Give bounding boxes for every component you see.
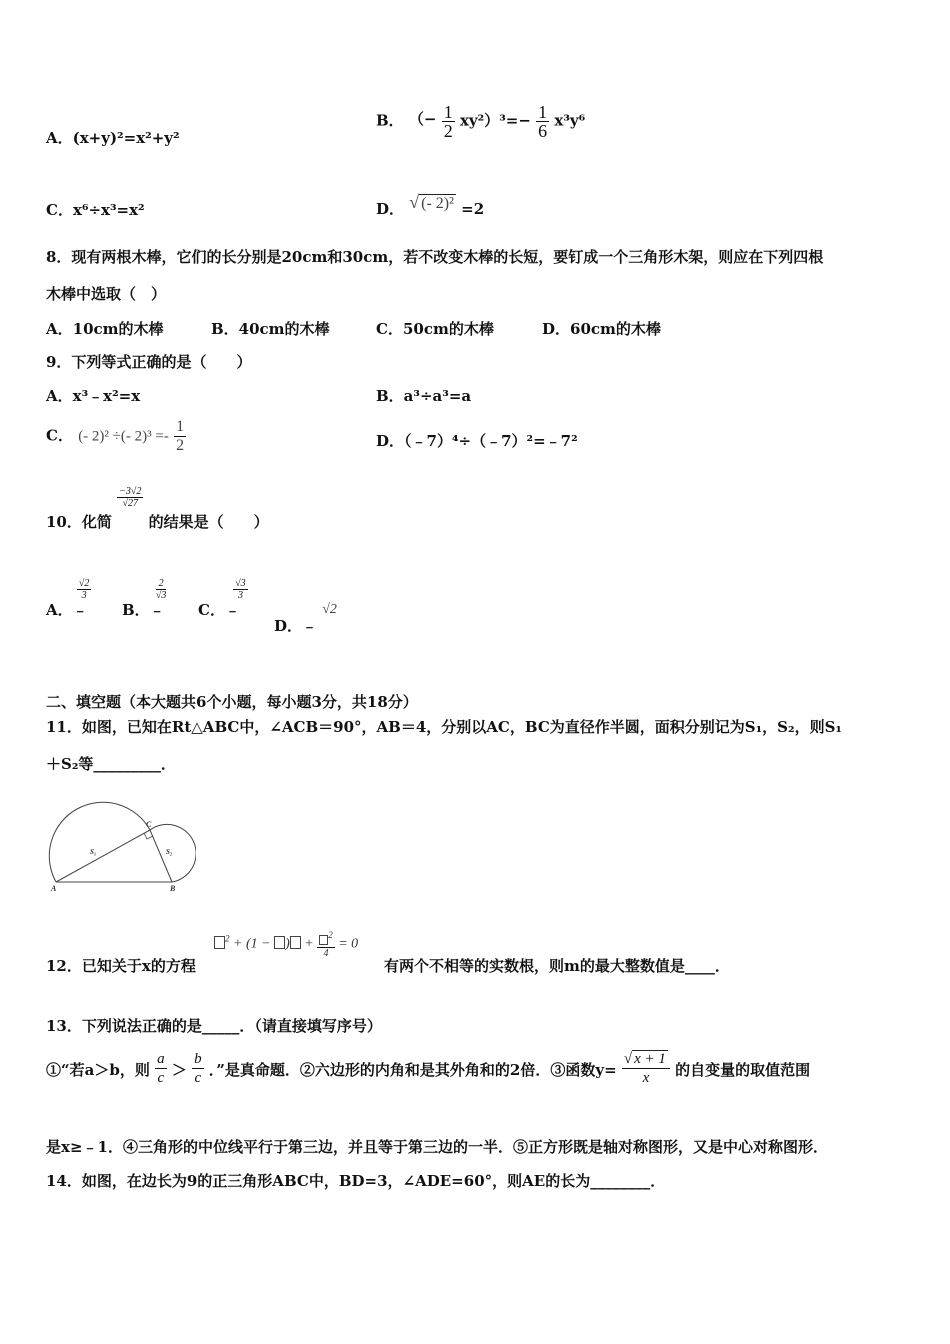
- q10-option-c: C．﹣ $\frac{√3}{3}$: [198, 577, 246, 619]
- q9-option-c-label: C．: [46, 426, 73, 445]
- q13-frac-a-over-c: $\frac{a}{c}$: [157, 1051, 165, 1086]
- q13-function-fraction: $\frac{√ x + 1}{x}$: [622, 1050, 670, 1087]
- q9-c-fraction: $\frac{1}{2}$: [176, 418, 185, 454]
- q7-b-end: x³y⁶: [554, 111, 586, 130]
- q7-option-d: D． √ (- 2)² =2: [376, 192, 485, 218]
- q11-label-s2: S₂: [166, 848, 173, 856]
- q7-option-a: A．(x+y)²=x²+y²: [46, 129, 180, 147]
- q7-option-c: C．x⁶÷x³=x²: [46, 201, 145, 219]
- q11-label-b: B: [170, 884, 176, 893]
- q12-placeholder-box: [214, 936, 225, 949]
- q10-option-d: D．﹣ √2: [274, 602, 337, 635]
- q10-option-a: A．﹣ $\frac{√2}{3}$: [46, 577, 90, 619]
- q11-side-bc: [150, 830, 172, 882]
- q10-prefix: 10．化简: [46, 513, 112, 531]
- q11-stem-line1: 11．如图，已知在Rt△ABC中，∠ACB＝90°，AB＝4，分别以AC，BC为直径作半圆，面积分别记为S₁，S₂，则S₁: [46, 718, 842, 736]
- q12-prefix: 12．已知关于x的方程: [46, 957, 196, 975]
- q10-c-fraction: $\frac{√3}{3}$: [235, 577, 246, 601]
- q11-label-s1: S₁: [90, 848, 97, 856]
- q8-option-a: A．10cm的木棒: [46, 320, 164, 338]
- q8-stem-line1: 8．现有两根木棒，它们的长分别是20cm和30cm，若不改变木棒的长短，要钉成一个三角形木架，则应在下列四根: [46, 248, 824, 266]
- q13-statements-line2: 是x≥﹣1．④三角形的中位线平行于第三边，并且等于第三边的一半．⑤正方形既是轴对称图形，又是中心对称图形．: [46, 1138, 828, 1156]
- q7-b-half-fraction: $\frac{1}{2}$: [443, 102, 453, 141]
- q11-stem-line2: ＋S₂等_________．: [46, 755, 176, 773]
- q14-stem: 14．如图，在边长为9的正三角形ABC中，BD=3，∠ADE=60°，则AE的长为________．: [46, 1172, 666, 1190]
- q9-option-c: [46, 418, 186, 455]
- q10-fraction: $\frac{-3√2}{√27}$: [119, 485, 142, 509]
- q11-label-a: A: [51, 884, 57, 893]
- q8-stem-line2: 木棒中选取（ ）: [46, 285, 167, 303]
- q12-suffix: 有两个不相等的实数根，则m的最大整数值是____．: [384, 957, 730, 975]
- q8-option-b: B．40cm的木棒: [211, 320, 330, 338]
- q7-option-d-label: D．: [376, 200, 405, 218]
- q9-option-a: A．x³﹣x²=x: [46, 387, 141, 405]
- q10-a-fraction: $\frac{√2}{3}$: [78, 577, 90, 601]
- q12-equation: $^2$ + (1 − ) + $\frac{2}{4}$ = 0: [214, 930, 358, 959]
- q13-frac-b-over-c: $\frac{b}{c}$: [194, 1051, 202, 1086]
- q7-option-b: B． （− $\frac{1}{2}$ xy²）³=− $\frac{1}{6}$ x³y⁶: [376, 102, 586, 141]
- q11-figure: [46, 800, 196, 895]
- q11-label-c: C: [146, 820, 152, 829]
- q13-stem: 13．下列说法正确的是_____．（请直接填写序号）: [46, 1017, 382, 1035]
- q7-b-middle: xy²）³=−: [459, 111, 531, 130]
- q12-placeholder-box: [290, 936, 301, 949]
- q10-option-b: B．﹣ $\frac{2}{√3}$: [122, 577, 167, 619]
- q7-option-b-label: B．: [376, 111, 404, 130]
- q10-d-value: √2: [322, 602, 337, 617]
- q8-option-d: D．60cm的木棒: [542, 320, 661, 338]
- q9-option-b: B．a³÷a³=a: [376, 387, 472, 405]
- q10-suffix: 的结果是（ ）: [148, 513, 269, 531]
- q12-placeholder-box: [274, 936, 285, 949]
- q11-side-ac: [56, 830, 150, 882]
- q9-c-expression: (- 2)² ÷(- 2)³ =-: [78, 428, 169, 445]
- q12-m-squared-fraction: $\frac{2}{4}$: [317, 930, 335, 959]
- q13-statements-line1: ①“若a＞b，则 $\frac{a}{c}$ ＞ $\frac{b}{c}$ ．”是真命题．②六边形的内角和是其外角和的2倍．③函数y= $\frac{√ x + 1}{x}$ 的自变量的取值范围: [46, 1051, 811, 1086]
- q9-stem: 9．下列等式正确的是（ ）: [46, 353, 252, 371]
- q10-b-fraction: $\frac{2}{√3}$: [155, 577, 167, 601]
- q11-semicircle-ac: [49, 802, 150, 882]
- q9-option-d: D．（﹣7）⁴÷（﹣7）²=﹣7²: [376, 432, 578, 450]
- q10-stem: [46, 485, 269, 531]
- q7-d-end: =2: [461, 200, 485, 218]
- q7-b-sixth-fraction: $\frac{1}{6}$: [538, 102, 548, 141]
- section2-title: 二、填空题（本大题共6个小题，每小题3分，共18分）: [46, 693, 418, 711]
- q8-option-c: C．50cm的木棒: [376, 320, 494, 338]
- q11-semicircle-bc: [150, 824, 196, 882]
- q7-d-radicand: (- 2)²: [421, 195, 454, 212]
